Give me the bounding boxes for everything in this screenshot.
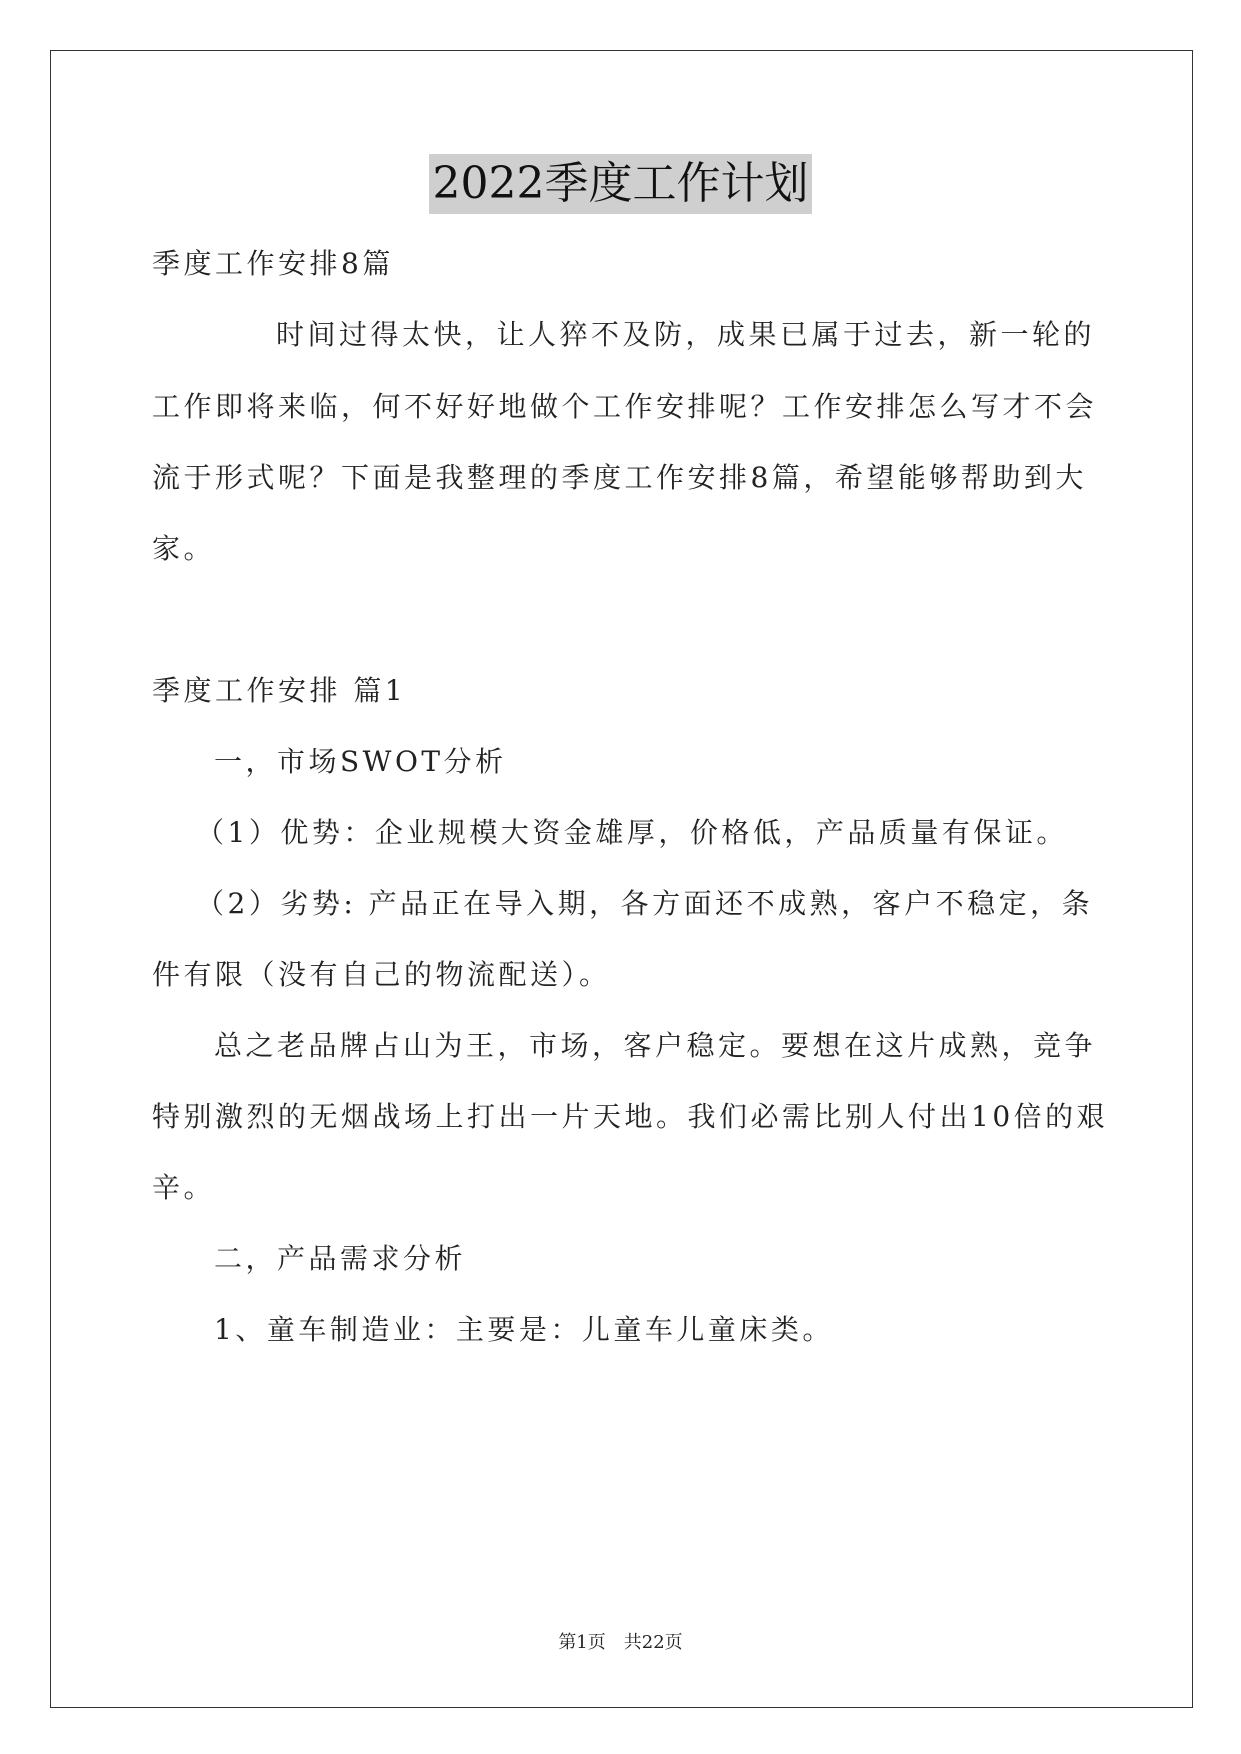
paragraph-line: 辛。	[152, 1171, 216, 1204]
paragraph-line: （2）劣势: 产品正在导入期，各方面还不成熟，客户不稳定，条	[196, 887, 1094, 920]
paragraph-line: 总之老品牌占山为王，市场，客户稳定。要想在这片成熟，竞争	[214, 1029, 1097, 1062]
paragraph-line: 特别激烈的无烟战场上打出一片天地。我们必需比别人付出10倍的艰	[152, 1100, 1109, 1133]
document-title: 2022季度工作计划	[429, 154, 813, 214]
subsection-heading: 一，市场SWOT分析	[214, 745, 507, 778]
subsection-heading: 二，产品需求分析	[214, 1242, 467, 1275]
section-heading: 季度工作安排 篇1	[152, 674, 407, 707]
paragraph-line: 家。	[152, 532, 216, 565]
title-container	[0, 154, 1241, 214]
paragraph-line: 件有限（没有自己的物流配送）。	[152, 958, 611, 991]
paragraph-line: 流于形式呢？下面是我整理的季度工作安排8篇，希望能够帮助到大	[152, 461, 1087, 494]
page-border	[50, 50, 1193, 1708]
subtitle-line: 季度工作安排8篇	[152, 247, 394, 280]
paragraph-line: 工作即将来临，何不好好地做个工作安排呢？工作安排怎么写才不会	[152, 390, 1098, 423]
paragraph-line: （1）优势：企业规模大资金雄厚，价格低，产品质量有保证。	[196, 816, 1068, 849]
page-footer: 第1页 共22页	[558, 1632, 683, 1653]
paragraph-line: 时间过得太快，让人猝不及防，成果已属于过去，新一轮的	[276, 318, 1096, 351]
paragraph-line: 1、童车制造业：主要是：儿童车儿童床类。	[214, 1313, 834, 1346]
